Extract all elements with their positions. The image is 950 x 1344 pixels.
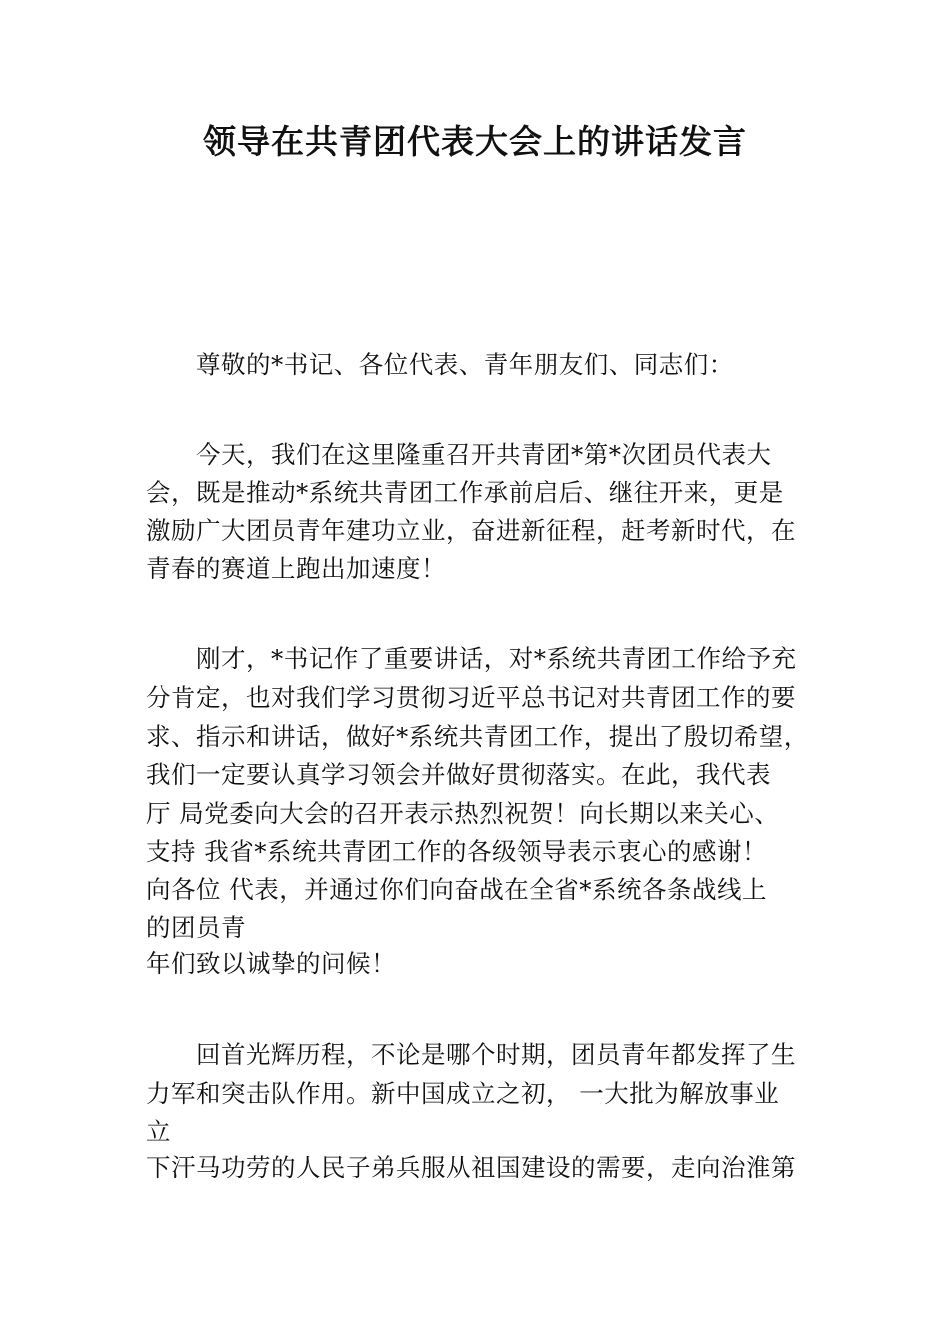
paragraph-2-line-9: 年们致以诚挚的问候！	[146, 949, 396, 978]
paragraph-2-line-1: 刚才，*书记作了重要讲话，对*系统共青团工作给予充	[196, 644, 797, 673]
paragraph-2-line-4: 我们一定要认真学习领会并做好贯彻落实。在此，我代表	[146, 760, 771, 789]
paragraph-2-line-7: 向各位 代表，并通过你们向奋战在全省*系统各条战线上	[146, 875, 768, 904]
paragraph-1-line-2: 会，既是推动*系统共青团工作承前启后、继往开来，更是	[146, 478, 784, 507]
paragraph-1-line-1: 今天，我们在这里隆重召开共青团*第*次团员代表大	[196, 440, 772, 469]
paragraph-1-line-3: 激励广大团员青年建功立业，奋进新征程，赶考新时代，在	[146, 516, 796, 545]
paragraph-2-line-3: 求、指示和讲话，做好*系统共青团工作，提出了殷切希望，	[146, 722, 809, 751]
paragraph-2-line-5: 厅 局党委向大会的召开表示热烈祝贺！向长期以来关心、	[146, 799, 780, 828]
paragraph-1-line-4: 青春的赛道上跑出加速度！	[146, 554, 446, 583]
paragraph-3-line-1: 回首光辉历程，不论是哪个时期，团员青年都发挥了生	[196, 1040, 796, 1069]
salutation: 尊敬的*书记、各位代表、青年朋友们、同志们：	[196, 350, 734, 379]
paragraph-3-line-3: 立	[146, 1117, 171, 1146]
paragraph-2-line-8: 的团员青	[146, 913, 246, 942]
document-title: 领导在共青团代表大会上的讲话发言	[203, 122, 747, 161]
paragraph-3-line-2: 力军和突击队作用。新中国成立之初， 一大批为解放事业	[146, 1079, 780, 1108]
paragraph-2-line-6: 支持 我省*系统共青团工作的各级领导表示衷心的感谢！	[146, 837, 768, 866]
paragraph-3-line-4: 下汗马功劳的人民子弟兵服从祖国建设的需要，走向治淮第	[146, 1153, 796, 1182]
paragraph-2-line-2: 分肯定，也对我们学习贯彻习近平总书记对共青团工作的要	[146, 683, 796, 712]
